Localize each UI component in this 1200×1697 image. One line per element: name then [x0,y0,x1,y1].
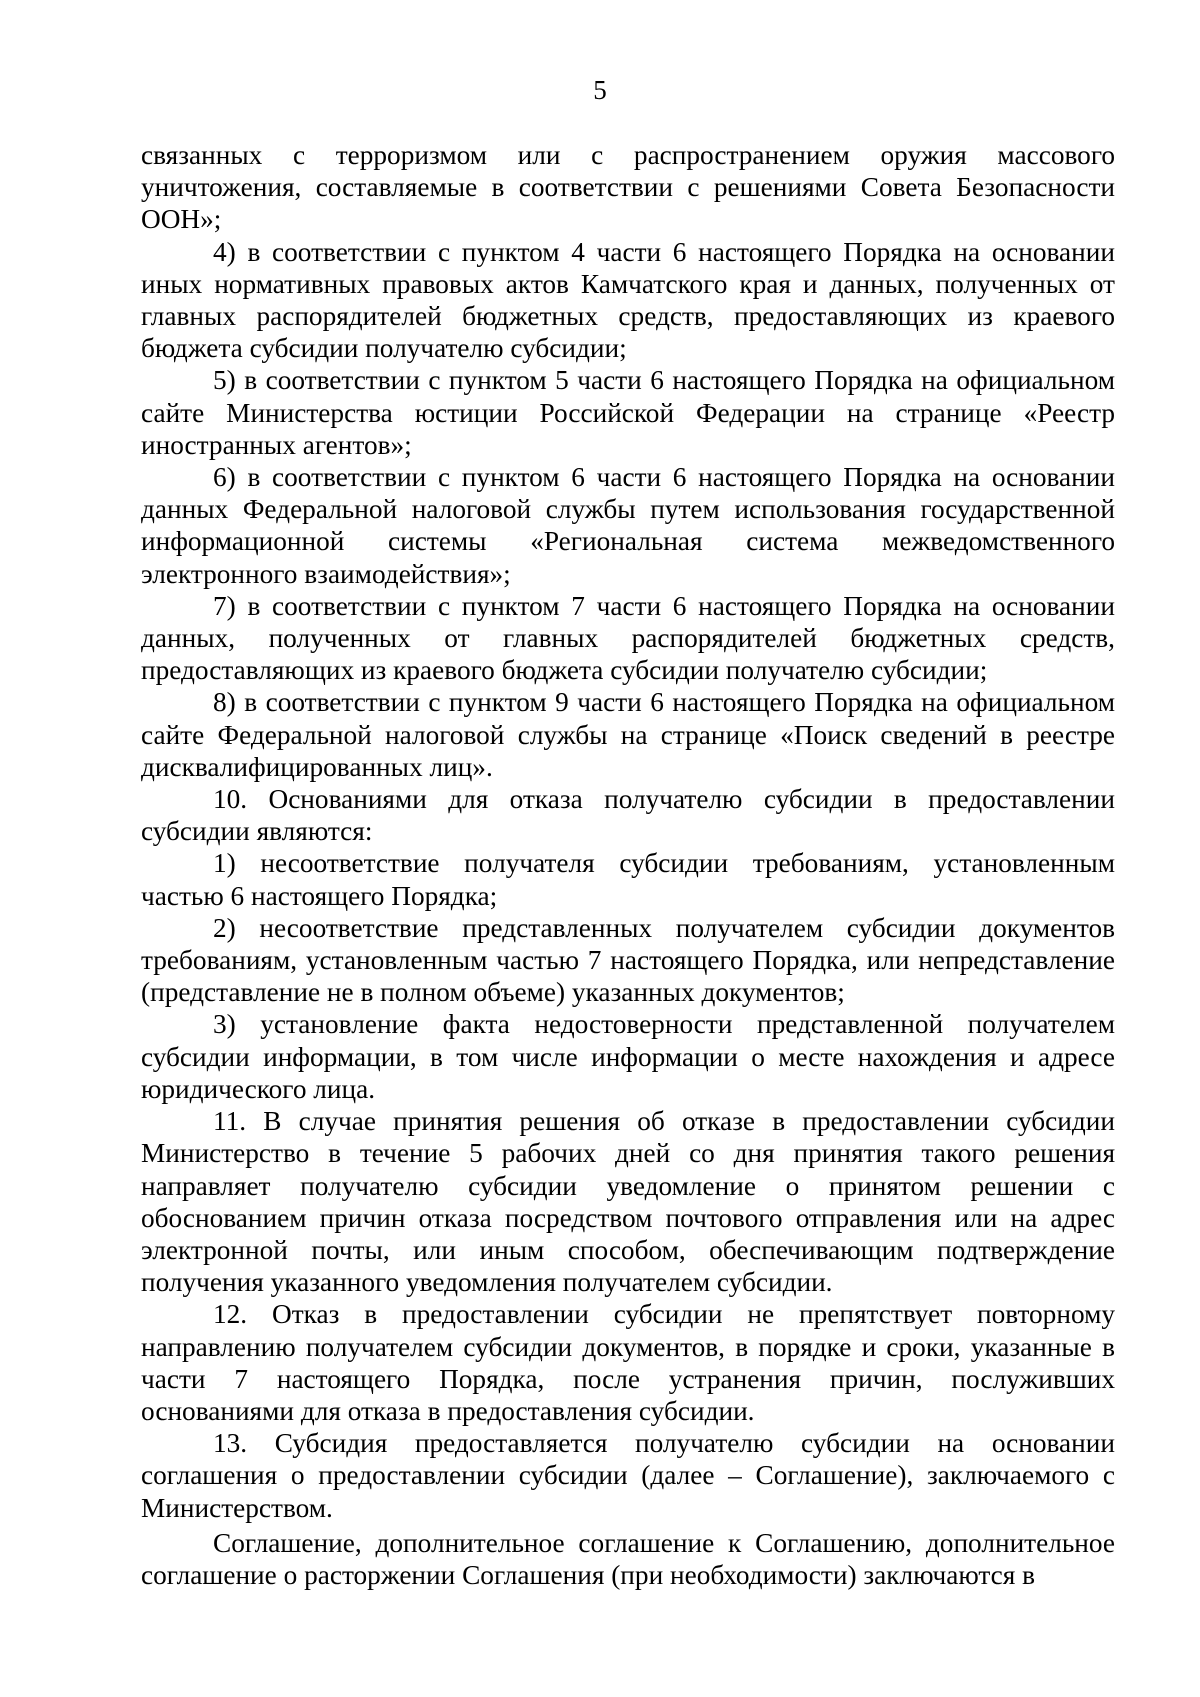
paragraph-agreement: Соглашение, дополнительное соглашение к Соглашению, дополнительное соглашение о расторжении Соглашения (при необходимости) заключаются в [141,1527,1115,1590]
paragraph-section-11: 11. В случае принятия решения об отказе в предоставлении субсидии Министерство в течение 5 рабочих дней со дня принятия такого решения направляет получателю субсидии уведомление о принятом решении с обоснованием причин отказа посредством почтового отправления или на адрес электронной почты, или иным способом, обеспечивающим подтверждение получения указанного уведомления получателем субсидии. [141,1106,1115,1298]
paragraph-section-10: 10. Основаниями для отказа получателю субсидии в предоставлении субсидии являются: [141,784,1115,847]
document-body [141,139,1115,1591]
paragraph-refusal-2: 2) несоответствие представленных получателем субсидии документов требованиям, установленным частью 7 настоящего Порядка, или непредставление (представление не в полном объеме) указанных документов; [141,912,1115,1008]
paragraph-section-12: 12. Отказ в предоставлении субсидии не препятствует повторному направлению получателем субсидии документов, в порядке и сроки, указанные в части 7 настоящего Порядка, после устранения причин, послуживших основаниями для отказа в предоставления субсидии. [141,1299,1115,1426]
paragraph-item-8: 8) в соответствии с пунктом 9 части 6 настоящего Порядка на официальном сайте Федеральной налоговой службы на странице «Поиск сведений в реестре дисквалифицированных лиц». [141,687,1115,782]
paragraph-item-4: 4) в соответствии с пунктом 4 части 6 настоящего Порядка на основании иных нормативных правовых актов Камчатского края и данных, полученных от главных распорядителей бюджетных средств, предоставляющих из краевого бюджета субсидии получателю субсидии; [141,236,1115,364]
paragraph-continuation: связанных с терроризмом или с распространением оружия массового уничтожения, составляемые в соответствии с решениями Совета Безопасности ООН»; [141,140,1115,235]
page-number: 5 [593,75,607,105]
paragraph-refusal-3: 3) установление факта недостоверности представленной получателем субсидии информации, в том числе информации о месте нахождения и адресе юридического лица. [141,1009,1115,1104]
paragraph-refusal-1: 1) несоответствие получателя субсидии требованиям, установленным частью 6 настоящего Порядка; [141,848,1115,911]
paragraph-item-6: 6) в соответствии с пунктом 6 части 6 настоящего Порядка на основании данных Федеральной налоговой службы путем использования государственной информационной системы «Региональная система межведомственного электронного взаимодействия»; [141,462,1115,589]
paragraph-item-5: 5) в соответствии с пунктом 5 части 6 настоящего Порядка на официальном сайте Министерства юстиции Российской Федерации на странице «Реестр иностранных агентов»; [141,365,1115,460]
paragraph-section-13: 13. Субсидия предоставляется получателю субсидии на основании соглашения о предоставлении субсидии (далее – Соглашение), заключаемого с Министерством. [141,1428,1115,1523]
paragraph-item-7: 7) в соответствии с пунктом 7 части 6 настоящего Порядка на основании данных, полученных от главных распорядителей бюджетных средств, предоставляющих из краевого бюджета субсидии получателю субсидии; [141,590,1115,686]
